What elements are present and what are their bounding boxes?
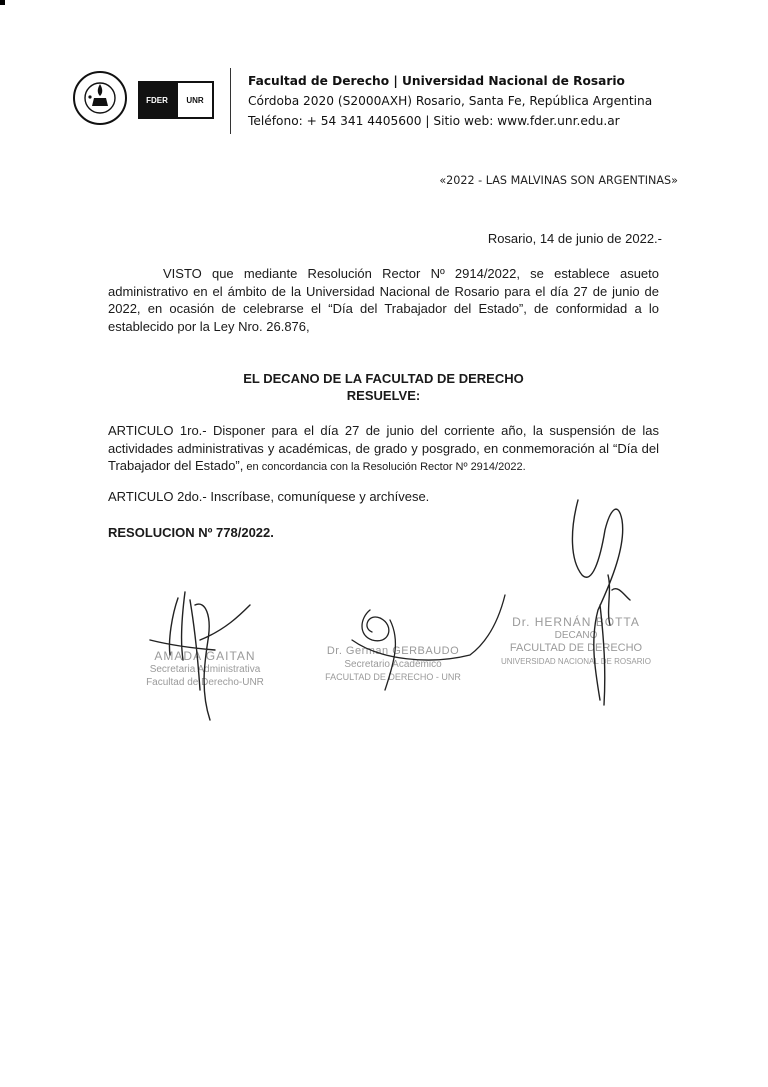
signer-name-right: Dr. HERNÁN BOTTA <box>512 615 640 629</box>
signature-stamp-right <box>496 616 656 668</box>
fder-logo: FDER <box>138 81 176 119</box>
header-text <box>248 71 652 131</box>
signer-university-right: UNIVERSIDAD NACIONAL DE ROSARIO <box>501 657 651 666</box>
signature-stamp-left <box>120 650 290 689</box>
header-address: Córdoba 2020 (S2000AXH) Rosario, Santa Fe, República Argentina <box>248 94 653 108</box>
signer-role-middle: Secretario Académico <box>344 659 442 670</box>
letterhead <box>72 68 692 138</box>
motto: «2022 - LAS MALVINAS SON ARGENTINAS» <box>439 174 678 187</box>
unr-logo: UNR <box>176 81 214 119</box>
articulo-1-tail: en concordancia con la Resolución Rector Nº 2914/2022. <box>243 461 526 473</box>
visto-paragraph: VISTO que mediante Resolución Rector Nº 2914/2022, se establece asueto administrativo en el ámbito de la Universidad Nacional de Rosario para el día 27 de junio de 2022, en ocasión de celebrarse el “Día del Trabajador del Estado”, de conformidad a lo establecido por la Ley Nro. 26.876, <box>108 266 659 334</box>
articulo-1 <box>108 422 659 477</box>
signer-role-right: DECANO <box>554 630 598 641</box>
signer-name-left: AMADA GAITAN <box>154 649 256 663</box>
signature-stamp-middle <box>318 645 468 684</box>
scan-corner-mark <box>0 0 5 5</box>
articulo-2: ARTICULO 2do.- Inscríbase, comuníquese y archívese. <box>108 489 430 504</box>
signature-right <box>572 500 630 705</box>
header-contact: Teléfono: + 54 341 4405600 | Sitio web: www.fder.unr.edu.ar <box>248 114 620 128</box>
articulo-1-text: ARTICULO 1ro.- Disponer para el día 27 de junio del corriente año, la suspensión de las actividades administrativas y académicas, de grado y posgrado, en conmemoración al “Día del Trabajador del Estado”, <box>108 423 659 473</box>
university-seal-icon <box>72 70 128 126</box>
signer-role-left: Secretaria Administrativa <box>149 664 261 675</box>
resolution-number: RESOLUCION Nº 778/2022. <box>108 525 274 540</box>
signer-name-middle: Dr. German GERBAUDO <box>326 645 460 657</box>
resolution-heading: EL DECANO DE LA FACULTAD DE DERECHO <box>243 371 524 386</box>
date-line: Rosario, 14 de junio de 2022.- <box>487 231 662 246</box>
header-institution: Facultad de Derecho | Universidad Nacional de Rosario <box>248 74 625 88</box>
header-divider <box>230 68 231 134</box>
signer-unit-right: FACULTAD DE DERECHO <box>509 642 643 654</box>
signer-unit-left: Facultad de Derecho-UNR <box>146 677 264 688</box>
signer-unit-middle: FACULTAD DE DERECHO - UNR <box>325 672 461 682</box>
resuelve-heading: RESUELVE: <box>346 388 421 403</box>
